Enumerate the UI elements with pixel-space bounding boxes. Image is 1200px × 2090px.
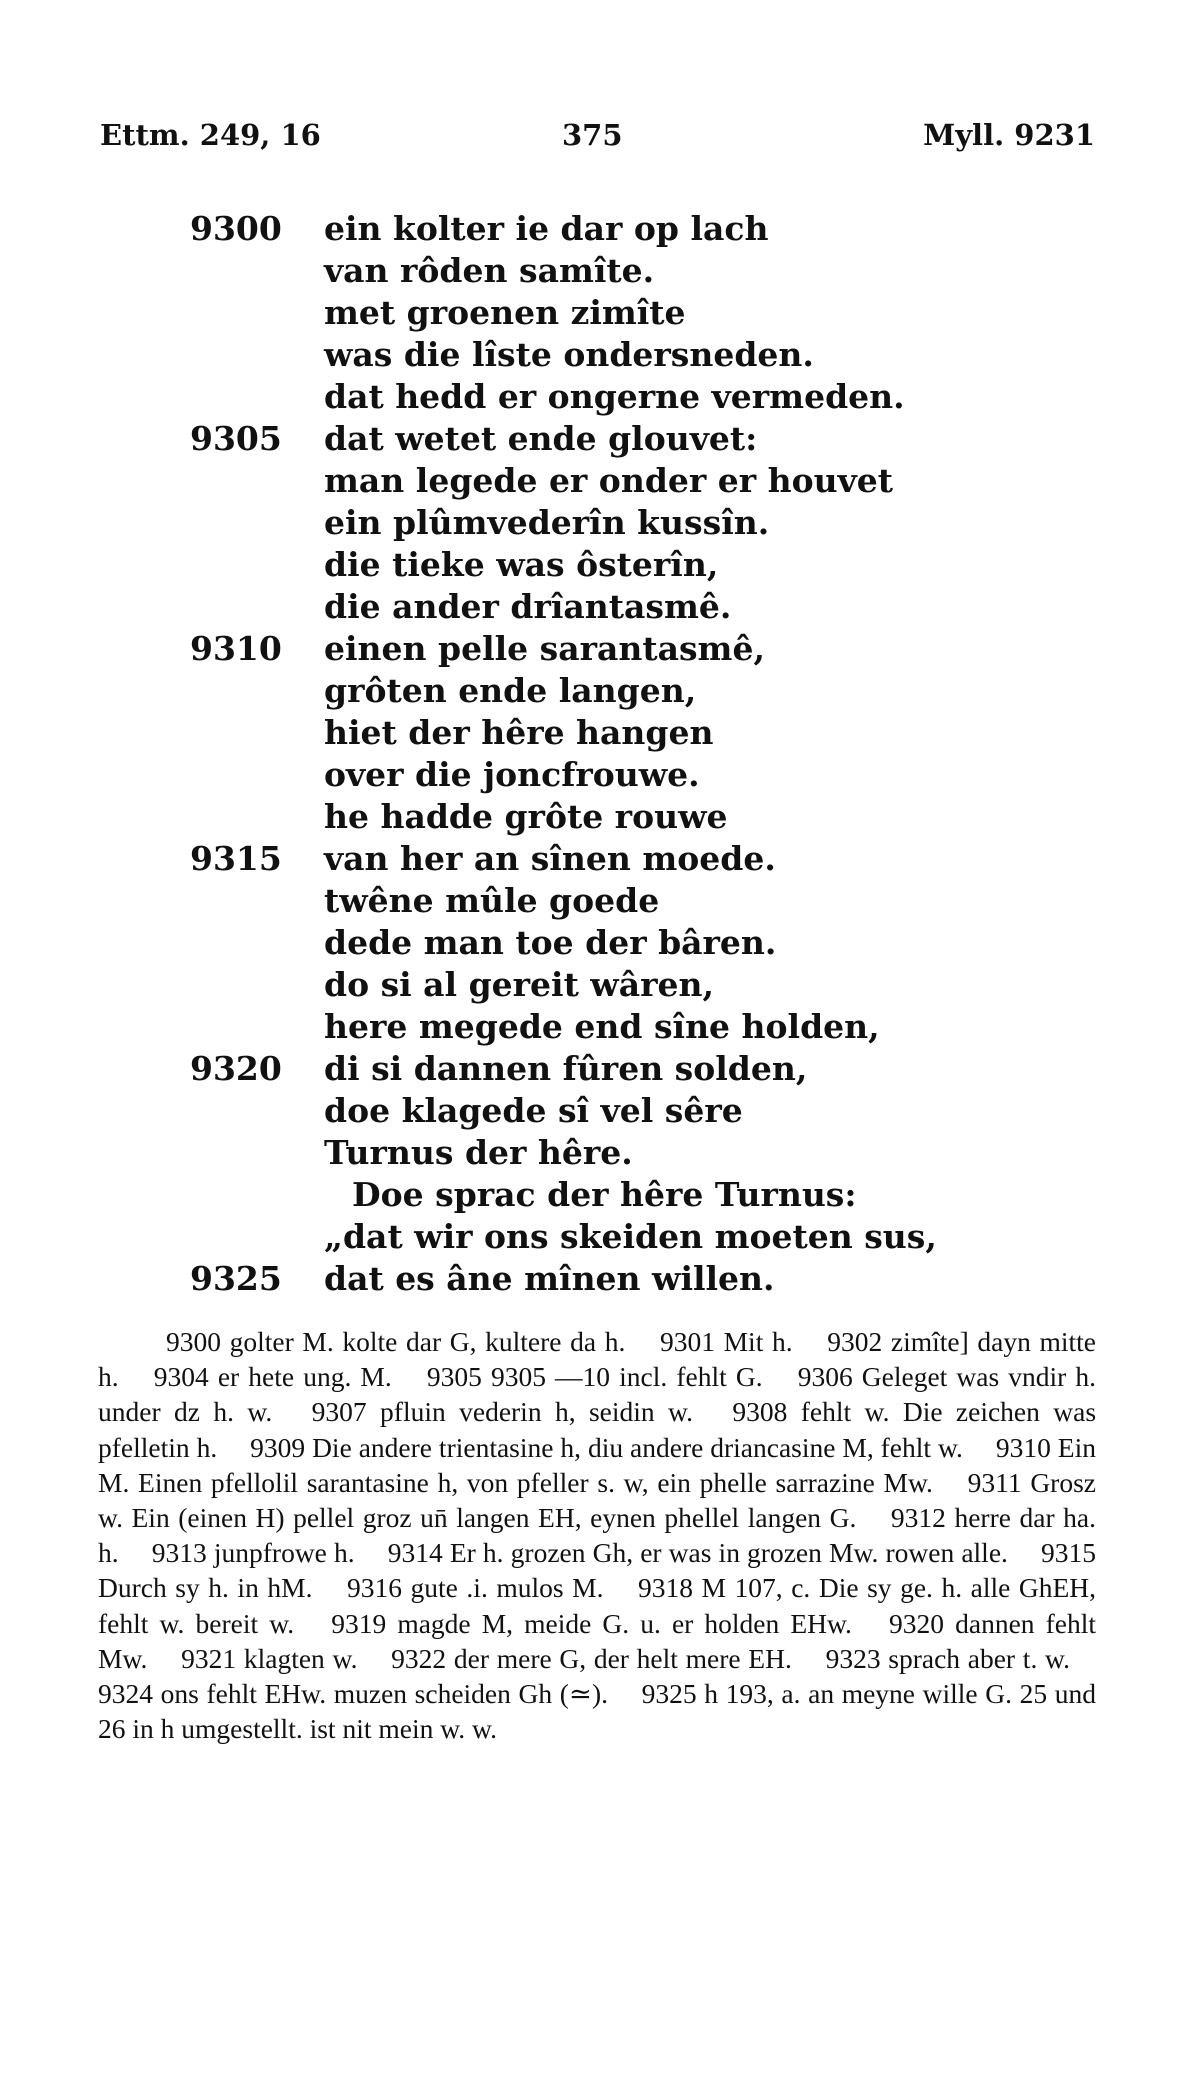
apparatus-note: 9314 Er h. grozen Gh, er was in grozen Mw. rowen alle. — [387, 1537, 1008, 1569]
verse-content: dat es âne mînen willen. — [324, 1259, 775, 1298]
verse-content: dede man toe der bâren. — [324, 923, 777, 962]
verse-content: Doe sprac der hêre Turnus: — [352, 1175, 857, 1214]
verse-number: 9320 — [190, 1049, 282, 1088]
verse-content: Turnus der hêre. — [324, 1133, 633, 1172]
verse-line — [190, 1174, 1090, 1216]
header-ettmueller-ref: Ettm. 249, 16 — [100, 118, 321, 152]
verse-content: met groenen zimîte — [324, 293, 686, 332]
verse-line — [190, 670, 1090, 712]
verse-content: hiet der hêre hangen — [324, 713, 714, 752]
verse-number: 9315 — [190, 839, 282, 878]
apparatus-note: 9305 9305 —10 incl. fehlt G. — [426, 1361, 763, 1393]
verse-line — [190, 1216, 1090, 1258]
apparatus-note: 9311 Grosz w. Ein (einen H) pellel groz un̄ langen EH, eynen phellel langen G. — [98, 1466, 1096, 1534]
verse-content: grôten ende langen, — [324, 671, 697, 710]
verse-line — [190, 586, 1090, 628]
verse-content: van rôden samîte. — [324, 251, 655, 290]
apparatus-note: 9315 Durch sy h. in hM. — [98, 1537, 1097, 1604]
verse-line — [190, 502, 1090, 544]
apparatus-note: 9304 er hete ung. M. — [153, 1361, 392, 1393]
apparatus-note: 9324 ons fehlt EHw. muzen scheiden Gh (≃). — [98, 1678, 608, 1710]
verse-content: ein plûmvederîn kussîn. — [324, 503, 770, 542]
apparatus-note: 9318 M 107, c. Die sy ge. h. alle GhEH, fehlt w. bereit w. — [98, 1572, 1097, 1639]
apparatus-note: 9307 pfluin vederin h, seidin w. — [311, 1396, 693, 1428]
page-number: 375 — [562, 118, 623, 152]
apparatus-note: 9322 der mere G, der helt mere EH. — [391, 1642, 792, 1674]
verse-content: he hadde grôte rouwe — [324, 797, 728, 836]
verse-number: 9300 — [190, 209, 282, 248]
verse-content: di si dannen fûren solden, — [324, 1049, 808, 1088]
critical-apparatus — [98, 1324, 1096, 1746]
verse-line — [190, 460, 1090, 502]
apparatus-note: 9321 klagten w. — [181, 1642, 358, 1674]
verse-line — [190, 250, 1090, 292]
verse-line — [190, 544, 1090, 586]
apparatus-note: 9301 Mit h. — [659, 1326, 793, 1357]
apparatus-note: 9312 herre dar ha. h. — [98, 1502, 1097, 1569]
verse-line — [190, 922, 1090, 964]
verse-content: die ander drîantasmê. — [324, 587, 732, 626]
verse-content: dat hedd er ongerne vermeden. — [324, 377, 905, 416]
apparatus-note: 9300 golter M. kolte dar G, kultere da h. — [166, 1326, 626, 1357]
apparatus-note: 9316 gute .i. mulos M. — [347, 1572, 604, 1604]
verse-line — [190, 376, 1090, 418]
verse-line — [190, 712, 1090, 754]
verse-content: here megede end sîne holden, — [324, 1007, 880, 1046]
verse-content: einen pelle sarantasmê, — [324, 629, 765, 668]
apparatus-note: 9320 dannen fehlt Mw. — [98, 1607, 1097, 1674]
verse-line — [190, 1258, 1090, 1300]
verse-line — [190, 880, 1090, 922]
verse-content: man legede er onder er houvet — [324, 461, 894, 500]
apparatus-paragraph — [98, 1324, 1096, 1746]
apparatus-note: 9309 Die andere trientasine h, diu andere driancasine M, fehlt w. — [250, 1431, 963, 1463]
verse-content: over die joncfrouwe. — [324, 755, 700, 794]
verse-line — [190, 334, 1090, 376]
verse-line — [190, 796, 1090, 838]
verse-number: 9305 — [190, 419, 282, 458]
verse-line — [190, 208, 1090, 250]
verse-content: twêne mûle goede — [324, 881, 660, 920]
verse-content: doe klagede sî vel sêre — [324, 1091, 743, 1130]
apparatus-note: 9319 magde M, meide G. u. er holden EHw. — [331, 1607, 852, 1639]
apparatus-note: 9308 fehlt w. Die zeichen was pfelletin h. — [98, 1396, 1097, 1463]
verse-content: van her an sînen moede. — [324, 839, 776, 878]
page-header — [100, 118, 1095, 158]
verse-line — [190, 754, 1090, 796]
verse-content: was die lîste ondersneden. — [324, 335, 814, 374]
header-myller-ref: Myll. 9231 — [923, 118, 1095, 152]
apparatus-note: 9302 zimîte] dayn mitte h. — [98, 1326, 1097, 1393]
verse-line — [190, 838, 1090, 880]
verse-content: die tieke was ôsterîn, — [324, 545, 719, 584]
apparatus-note: 9323 sprach aber t. w. — [825, 1642, 1070, 1674]
verse-number: 9325 — [190, 1259, 282, 1298]
verse-line — [190, 1090, 1090, 1132]
verse-line — [190, 964, 1090, 1006]
apparatus-note: 9325 h 193, a. an meyne wille G. 25 und 26 in h umgestellt. ist nit mein w. w. — [98, 1678, 1097, 1745]
verse-text — [190, 208, 1090, 1300]
verse-number: 9310 — [190, 629, 282, 668]
verse-line — [190, 1132, 1090, 1174]
apparatus-note: 9306 Geleget was vndir h. under dz h. w. — [98, 1361, 1097, 1428]
verse-line — [190, 628, 1090, 670]
verse-line — [190, 418, 1090, 460]
verse-line — [190, 1048, 1090, 1090]
apparatus-note: 9313 junpfrowe h. — [151, 1537, 355, 1569]
verse-content: dat wetet ende glouvet: — [324, 419, 758, 458]
verse-content: ein kolter ie dar op lach — [324, 209, 769, 248]
verse-line — [190, 292, 1090, 334]
verse-content: „dat wir ons skeiden moeten sus, — [324, 1217, 937, 1256]
apparatus-note: 9310 Ein M. Einen pfellolil sarantasine h, von pfeller s. w, ein phelle sarrazine Mw. — [98, 1431, 1096, 1498]
verse-line — [190, 1006, 1090, 1048]
verse-content: do si al gereit wâren, — [324, 965, 714, 1004]
